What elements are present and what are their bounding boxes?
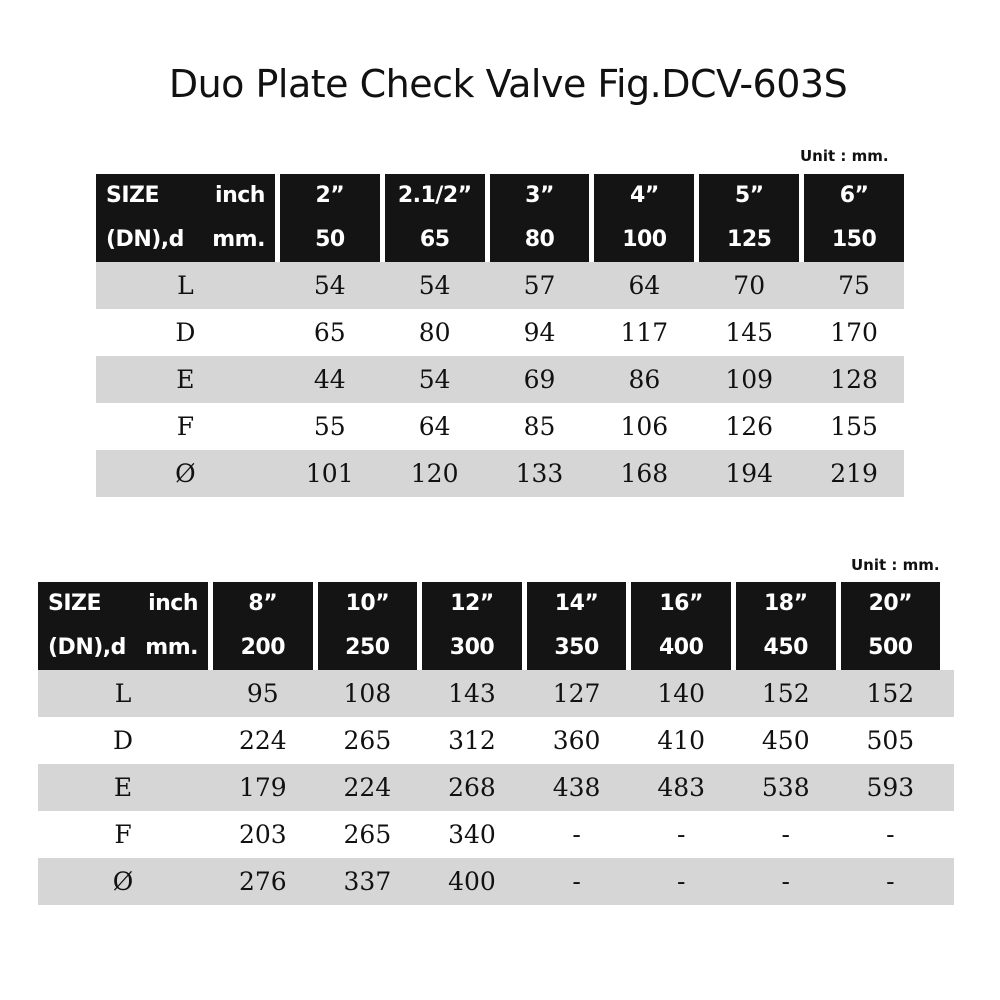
size-column-header — [385, 174, 485, 262]
table-cell: 155 — [830, 412, 878, 441]
size-mm: 125 — [727, 227, 772, 252]
size-column-header — [280, 174, 380, 262]
table-cell: - — [886, 867, 895, 896]
size-header-cell — [96, 174, 275, 262]
table-cell: 140 — [657, 679, 706, 708]
size-mm: 450 — [763, 635, 808, 660]
table-cell: 152 — [866, 679, 915, 708]
table-cell: 75 — [838, 271, 870, 300]
table-row — [38, 717, 954, 764]
table-cell: 145 — [725, 318, 774, 347]
size-mm: 400 — [658, 635, 704, 660]
size-mm: 50 — [315, 227, 345, 252]
table-cell: 337 — [343, 867, 392, 896]
mm-label: mm. — [145, 635, 198, 660]
table-cell: 64 — [418, 412, 451, 441]
size-label: SIZE — [48, 591, 102, 616]
size-inch: 12” — [450, 591, 494, 616]
table-row — [96, 309, 904, 356]
size-inch: 2” — [315, 183, 345, 208]
table-row — [38, 858, 954, 905]
size-column-header — [318, 582, 418, 670]
dn-label: (DN),d — [106, 227, 184, 252]
table-cell: 179 — [238, 773, 287, 802]
size-column-header — [736, 582, 836, 670]
size-inch: 16” — [659, 591, 703, 616]
table-cell: 69 — [523, 365, 556, 394]
table-cell: 340 — [448, 820, 496, 849]
size-inch-line — [48, 582, 198, 626]
table-cell: 101 — [305, 459, 354, 488]
row-label: E — [176, 365, 195, 394]
dn-mm-line — [48, 626, 198, 670]
size-label: SIZE — [106, 183, 160, 208]
table-cell: 54 — [418, 365, 451, 394]
unit-label-table-2: Unit : mm. — [851, 556, 940, 574]
table-cell: - — [676, 820, 686, 849]
table-cell: 312 — [448, 726, 496, 755]
table-cell: 95 — [246, 679, 279, 708]
size-column-header — [422, 582, 522, 670]
row-label: F — [114, 820, 132, 849]
table-header — [38, 582, 954, 670]
table-cell: - — [676, 867, 686, 896]
table-cell: 483 — [657, 773, 706, 802]
table-cell: 265 — [343, 726, 392, 755]
table-row — [38, 670, 954, 717]
size-inch: 18” — [763, 591, 808, 616]
row-label: L — [114, 679, 132, 708]
table-cell: 127 — [552, 679, 601, 708]
table-cell: 106 — [620, 412, 669, 441]
table-cell: 450 — [761, 726, 810, 755]
table-cell: 593 — [866, 773, 915, 802]
table-cell: 64 — [628, 271, 661, 300]
size-column-header — [490, 174, 590, 262]
row-label: Ø — [175, 459, 196, 488]
size-mm: 150 — [831, 227, 877, 252]
size-inch: 8” — [248, 591, 278, 616]
table-cell: 360 — [552, 726, 601, 755]
size-mm: 300 — [449, 635, 495, 660]
mm-label: mm. — [212, 227, 265, 252]
dn-mm-line — [106, 218, 265, 262]
size-mm: 80 — [524, 227, 555, 252]
row-label: Ø — [112, 867, 134, 896]
size-column-header — [804, 174, 904, 262]
size-column-header — [699, 174, 799, 262]
table-cell: 94 — [523, 318, 556, 347]
size-inch: 6” — [839, 183, 869, 208]
size-inch: 5” — [734, 183, 764, 208]
dimension-table-2 — [38, 582, 954, 905]
size-mm: 250 — [345, 635, 390, 660]
dimension-table-1 — [96, 174, 904, 497]
inch-label: inch — [215, 183, 265, 208]
table-cell: 80 — [418, 318, 451, 347]
table-row — [96, 262, 904, 309]
table-cell: 70 — [733, 271, 766, 300]
size-inch: 2.1/2” — [397, 183, 472, 208]
row-label: D — [175, 318, 196, 347]
size-mm: 350 — [554, 635, 599, 660]
table-row — [38, 764, 954, 811]
table-cell: 438 — [552, 773, 601, 802]
size-mm: 200 — [240, 635, 286, 660]
table-cell: 505 — [866, 726, 915, 755]
table-cell: 268 — [448, 773, 496, 802]
table-cell: 143 — [448, 679, 496, 708]
table-row — [96, 403, 904, 450]
size-column-header — [841, 582, 941, 670]
unit-label-table-1: Unit : mm. — [800, 147, 889, 165]
table-cell: 265 — [343, 820, 392, 849]
size-column-header — [631, 582, 731, 670]
size-column-header — [527, 582, 627, 670]
table-cell: 219 — [830, 459, 878, 488]
table-cell: 55 — [313, 412, 346, 441]
table-cell: 85 — [523, 412, 556, 441]
table-cell: 410 — [657, 726, 706, 755]
table-cell: - — [572, 820, 581, 849]
table-cell: 109 — [725, 365, 774, 394]
table-cell: 54 — [418, 271, 451, 300]
table-cell: 133 — [515, 459, 564, 488]
table-row — [38, 811, 954, 858]
table-cell: 108 — [343, 679, 392, 708]
row-label: L — [177, 271, 194, 300]
table-row — [96, 450, 904, 497]
table-cell: 224 — [238, 726, 287, 755]
table-cell: 54 — [313, 271, 346, 300]
inch-label: inch — [148, 591, 198, 616]
size-mm: 500 — [868, 635, 913, 660]
size-inch: 3” — [525, 183, 554, 208]
table-cell: 276 — [238, 867, 287, 896]
table-cell: 538 — [761, 773, 810, 802]
table-cell: 203 — [238, 820, 287, 849]
size-inch: 4” — [630, 183, 659, 208]
table-cell: 224 — [343, 773, 392, 802]
table-cell: 152 — [761, 679, 810, 708]
size-inch: 20” — [868, 591, 913, 616]
table-cell: - — [572, 867, 581, 896]
row-label: D — [112, 726, 134, 755]
table-cell: 400 — [448, 867, 496, 896]
size-header-cell — [38, 582, 208, 670]
size-column-header — [213, 582, 313, 670]
table-cell: 126 — [725, 412, 774, 441]
size-mm: 100 — [622, 227, 667, 252]
row-label: F — [176, 412, 195, 441]
size-inch: 14” — [554, 591, 599, 616]
table-cell: 86 — [628, 365, 661, 394]
table-header — [96, 174, 904, 262]
table-cell: 65 — [313, 318, 346, 347]
table-row — [96, 356, 904, 403]
row-label: E — [113, 773, 133, 802]
size-inch-line — [106, 174, 265, 218]
table-cell: - — [886, 820, 895, 849]
table-cell: 194 — [725, 459, 774, 488]
table-cell: 170 — [830, 318, 878, 347]
page-title: Duo Plate Check Valve Fig.DCV-603S — [168, 62, 848, 106]
table-cell: - — [781, 867, 790, 896]
table-cell: 128 — [830, 365, 878, 394]
table-cell: 44 — [313, 365, 346, 394]
table-cell: 168 — [620, 459, 669, 488]
size-column-header — [594, 174, 694, 262]
size-mm: 65 — [419, 227, 450, 252]
table-cell: 120 — [410, 459, 459, 488]
size-inch: 10” — [345, 591, 390, 616]
dn-label: (DN),d — [48, 635, 126, 660]
table-cell: 117 — [620, 318, 669, 347]
table-cell: - — [781, 820, 790, 849]
table-cell: 57 — [523, 271, 556, 300]
